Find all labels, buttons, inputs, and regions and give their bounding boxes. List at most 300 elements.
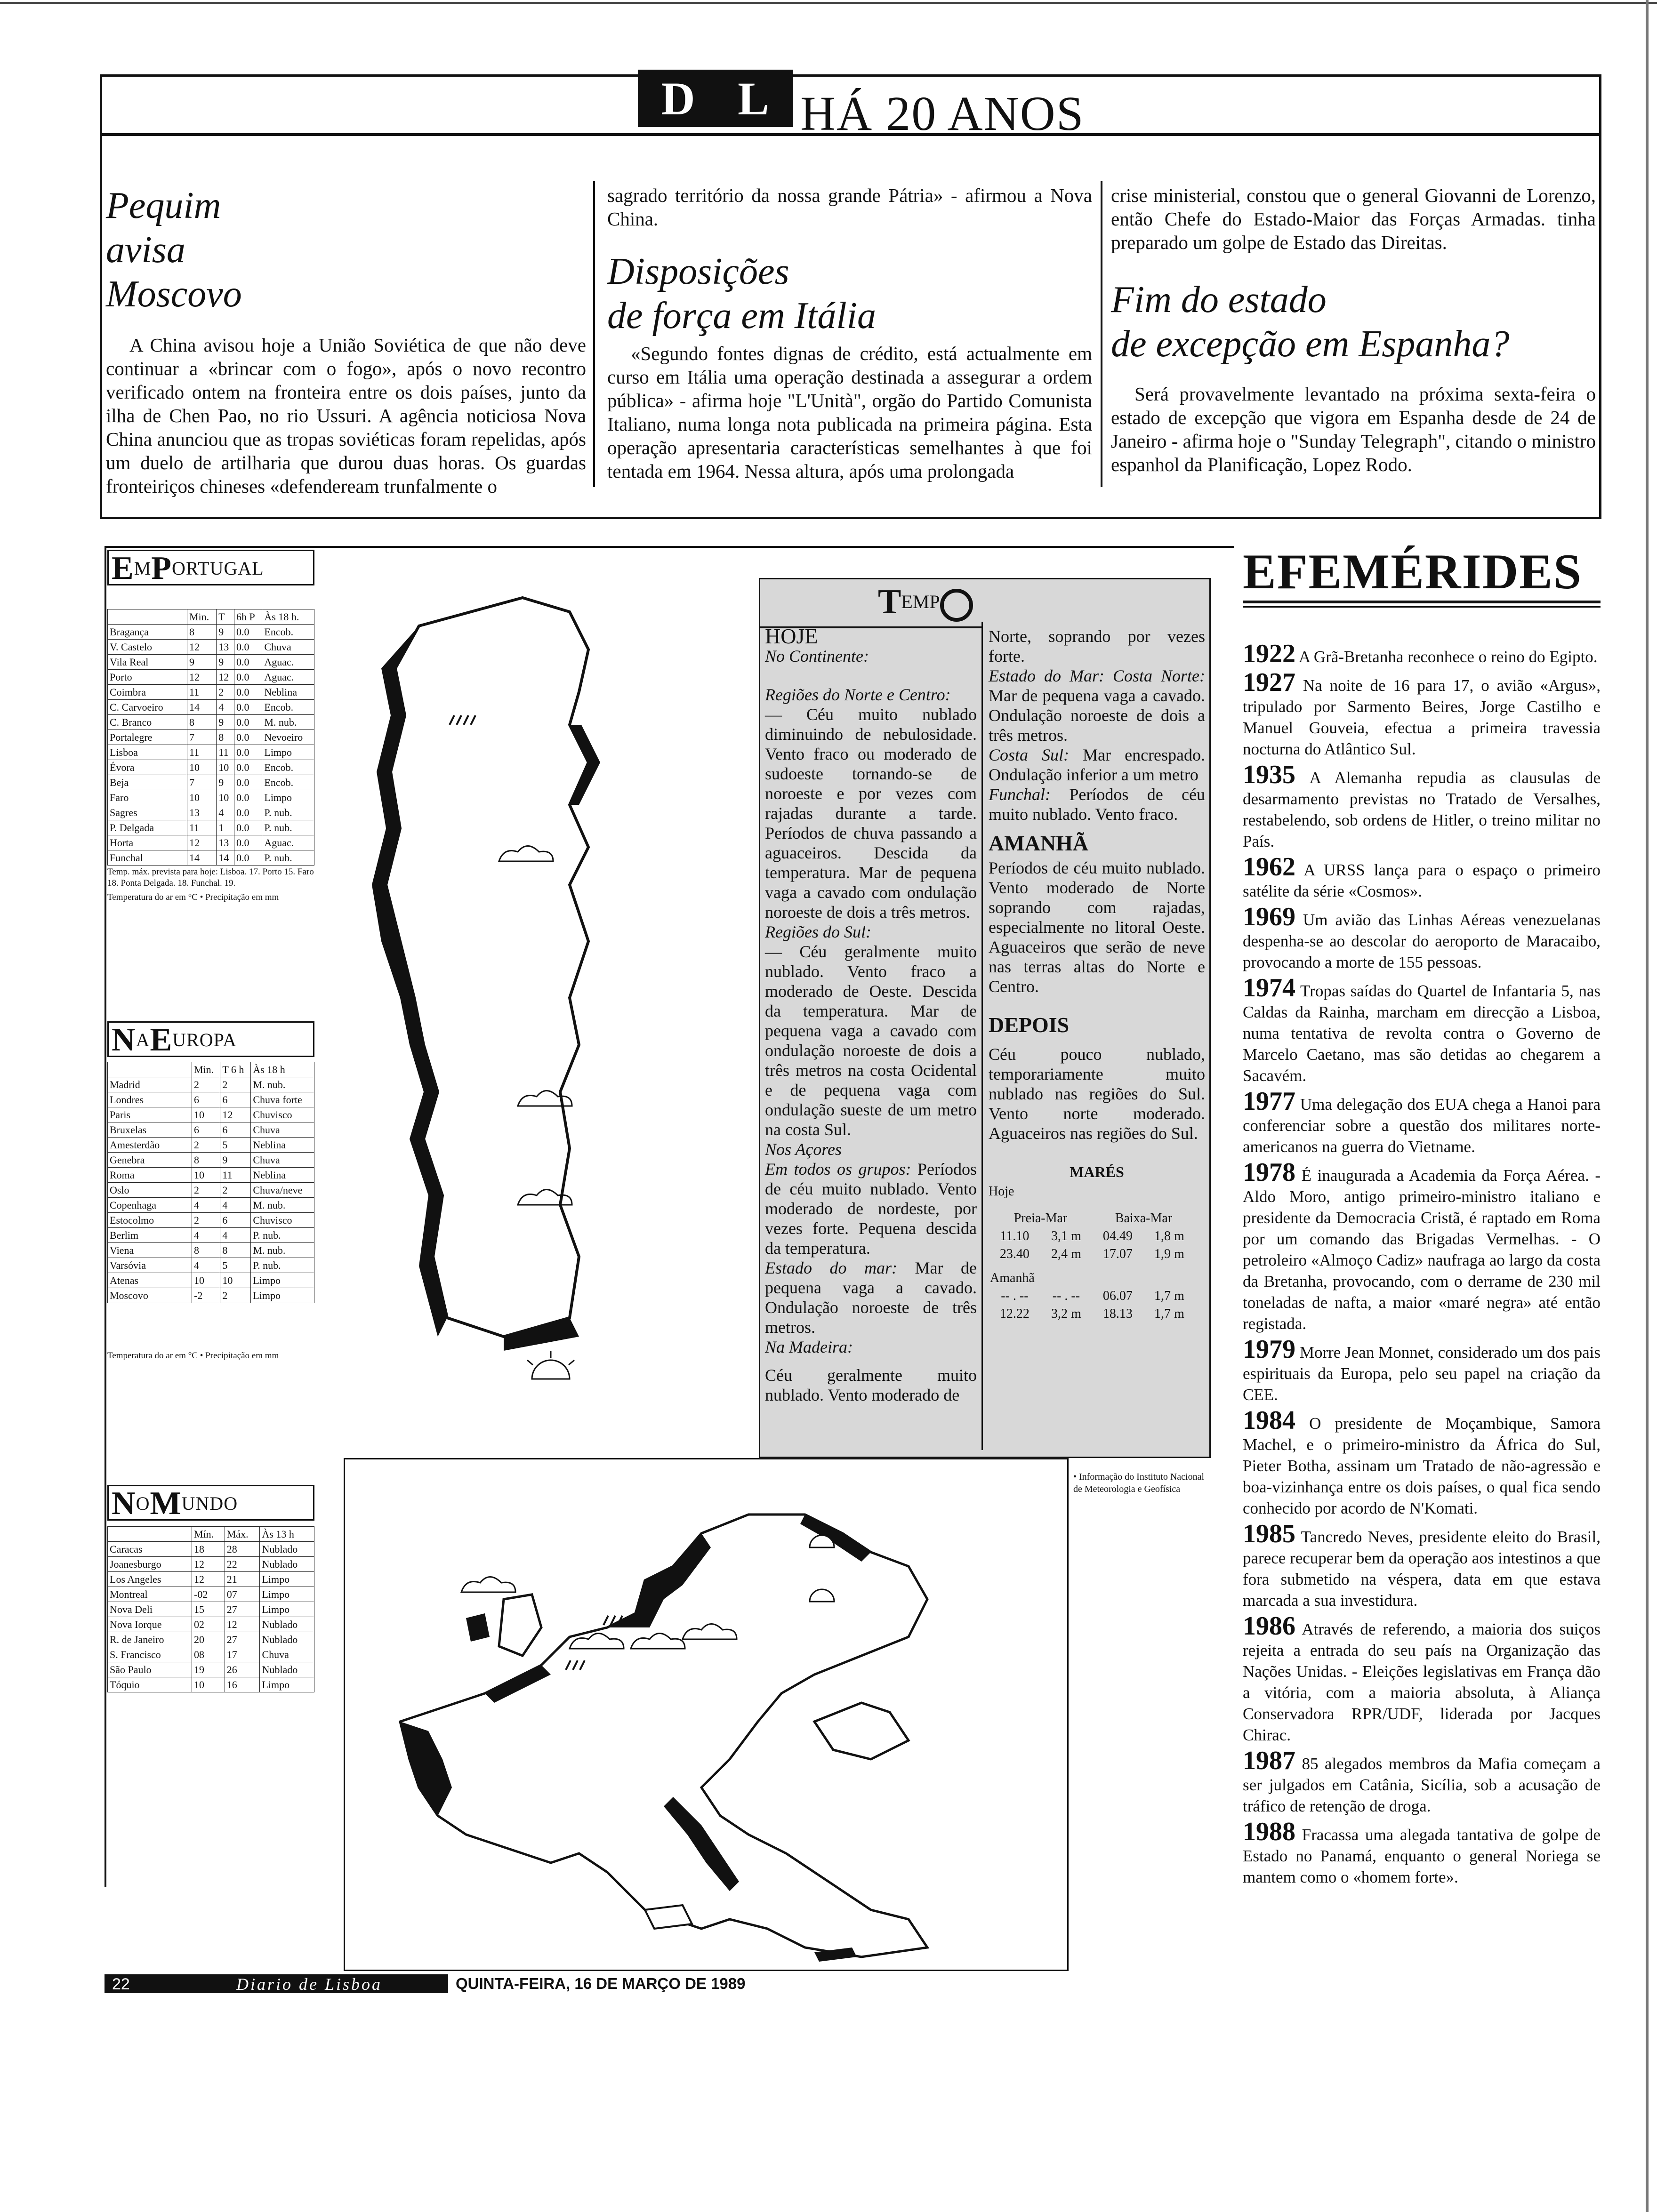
table-cell: 8 xyxy=(217,730,234,745)
table-cell: Limpo xyxy=(260,1602,314,1617)
table-cell: M. nub. xyxy=(251,1198,314,1213)
table-cell: 9 xyxy=(217,655,234,670)
europe-map xyxy=(344,1458,1069,1971)
table-cell: Roma xyxy=(108,1168,192,1183)
table-cell: Neblina xyxy=(251,1138,314,1153)
table-cell: Nublado xyxy=(260,1542,314,1557)
article-body: Será provavelmente levantado na próxima sexta-feira o estado de excepção que vigora em Espanha desde de 24 de Janeiro - afirma hoje o "Sunday Telegraph", citando o ministro espanhol da Planificação, Lopez Rodo. xyxy=(1111,383,1596,475)
table-cell: -02 xyxy=(192,1587,225,1602)
article-pequim xyxy=(106,184,586,498)
table-cell: 10 xyxy=(192,1273,220,1288)
efemeride-year: 1988 xyxy=(1243,1817,1295,1846)
table-cell: C. Carvoeiro xyxy=(108,700,187,715)
header-cell: 6h P xyxy=(234,609,262,625)
table-cell: 11 xyxy=(217,745,234,760)
forecast-text: Períodos de céu muito nublado. Vento moderado de Norte soprando com rajadas, especialmente no litoral Oeste. Aguaceiros que serão de neve nas terras altas do Norte e Centro. xyxy=(989,858,1205,996)
table-row xyxy=(108,715,314,730)
table-cell: Neblina xyxy=(262,685,314,700)
table-cell: 2 xyxy=(220,1077,251,1092)
table-cell: São Paulo xyxy=(108,1662,192,1677)
forecast-text: Céu geralmente muito nublado. Vento moderado de xyxy=(765,1366,977,1404)
table-cell: Coimbra xyxy=(108,685,187,700)
table-cell: Encob. xyxy=(262,775,314,790)
table-row xyxy=(108,700,314,715)
table-cell: C. Branco xyxy=(108,715,187,730)
table-cell: 27 xyxy=(225,1632,260,1647)
table-cell: 0.0 xyxy=(234,715,262,730)
table-header-row xyxy=(108,609,314,625)
article-espanha xyxy=(1111,184,1596,476)
table-cell: Chuva forte xyxy=(251,1092,314,1107)
title-letter: ORTUGAL xyxy=(172,558,264,579)
table-cell: 12 xyxy=(187,670,217,685)
paper-name: Diario de Lisboa xyxy=(236,1975,383,1994)
forecast-text: Mar encrespado. Ondulação inferior a um metro xyxy=(989,745,1205,784)
sun-circle-icon xyxy=(940,589,973,622)
table-cell: 6 xyxy=(220,1213,251,1228)
table-cell: 9 xyxy=(220,1153,251,1168)
table-cell: Berlim xyxy=(108,1228,192,1243)
efemeride-text: 85 alegados membros da Mafia começam a ser julgados em Catânia, Sicília, sob a acusação de tráfico de retenção de droga. xyxy=(1243,1755,1601,1815)
table-cell: Copenhaga xyxy=(108,1198,192,1213)
tempo-source: • Informação do Instituto Nacional de Meteorologia e Geofísica xyxy=(1073,1472,1205,1494)
units-note: Temperatura do ar em °C • Precipitação em mm xyxy=(107,1351,279,1361)
mares-heading: MARÉS xyxy=(1070,1163,1124,1180)
title-letter: EMP xyxy=(901,591,940,612)
table-cell: 2 xyxy=(192,1183,220,1198)
title-rule xyxy=(1243,606,1601,608)
table-row xyxy=(108,730,314,745)
table-cell: 10 xyxy=(192,1677,225,1692)
table-cell: 22 xyxy=(225,1557,260,1572)
subheading: Estado do Mar: Costa Norte: xyxy=(989,666,1205,685)
table-cell: 4 xyxy=(192,1228,220,1243)
efemeride-year: 1979 xyxy=(1243,1335,1295,1364)
mares-cell: 12.22 xyxy=(999,1306,1030,1321)
table-cell: 8 xyxy=(192,1153,220,1168)
table-cell: 12 xyxy=(217,670,234,685)
table-cell: P. nub. xyxy=(262,805,314,820)
tempo-title xyxy=(878,584,1099,620)
table-cell: 10 xyxy=(192,1107,220,1122)
table-cell: Nova Iorque xyxy=(108,1617,192,1632)
efemeride-item xyxy=(1243,854,1601,902)
table-row xyxy=(108,1138,314,1153)
subheading: Regiões do Norte e Centro: xyxy=(765,685,951,704)
table-row xyxy=(108,760,314,775)
table-cell: 12 xyxy=(225,1617,260,1632)
efemeride-year: 1987 xyxy=(1243,1746,1295,1775)
table-row xyxy=(108,1092,314,1107)
table-row xyxy=(108,1213,314,1228)
header-cell: Mín. xyxy=(192,1527,225,1542)
article-body: «Segundo fontes dignas de crédito, está actualmente em curso em Itália uma operação destinada a assegurar a ordem pública» - afirma hoje "L'Unità", orgão do Partido Comunista Italiano, numa longa nota publicada na primeira página. Esta operação apresentaria características semelhantes à que foi tentada em 1964. Nessa altura, após uma prolongada xyxy=(607,343,1092,482)
title-rule xyxy=(1243,601,1601,603)
table-cell: 5 xyxy=(220,1258,251,1273)
section-title: HÁ 20 ANOS xyxy=(800,87,1085,141)
table-cell: 11 xyxy=(187,820,217,835)
table-cell: 26 xyxy=(225,1662,260,1677)
mares-amanha-label: Amanhã xyxy=(990,1271,1035,1285)
efemeride-year: 1927 xyxy=(1243,668,1295,697)
table-cell: Porto xyxy=(108,670,187,685)
table-cell: 8 xyxy=(187,715,217,730)
headline-line: Pequim xyxy=(106,185,221,226)
efemeride-text: Tropas saídas do Quartel de Infantaria 5, nas Caldas da Rainha, marcham em direcção a Lisboa, numa tentativa de revolta contra o Governo de Marcelo Caetano, mas são detidas ao chegarem a Sacavém. xyxy=(1243,982,1601,1085)
table-row xyxy=(108,835,314,850)
efemeride-year: 1962 xyxy=(1243,852,1295,882)
tempo-panel xyxy=(759,578,1211,1458)
table-row xyxy=(108,1228,314,1243)
table-cell: Horta xyxy=(108,835,187,850)
header-cell: Min. xyxy=(187,609,217,625)
title-letter: M xyxy=(134,558,152,579)
mares-cell: 23.40 xyxy=(999,1247,1030,1261)
title-letter: UNDO xyxy=(181,1493,238,1514)
table-cell: 2 xyxy=(192,1077,220,1092)
mares-cell: 1,9 m xyxy=(1154,1247,1184,1261)
table-row xyxy=(108,1557,314,1572)
table-cell: 2 xyxy=(220,1288,251,1303)
table-cell: Chuva xyxy=(260,1647,314,1662)
table-row xyxy=(108,1153,314,1168)
table-row xyxy=(108,790,314,805)
table-cell: 9 xyxy=(217,775,234,790)
table-row xyxy=(108,820,314,835)
na-europa-title xyxy=(107,1021,314,1057)
table-row xyxy=(108,805,314,820)
efemeride-year: 1978 xyxy=(1243,1158,1295,1187)
weather-left-rule xyxy=(105,546,106,1887)
title-letter: E xyxy=(112,550,134,585)
table-cell: 10 xyxy=(217,790,234,805)
table-cell: 12 xyxy=(192,1557,225,1572)
subheading: Costa Sul: xyxy=(989,745,1070,764)
table-cell: Portalegre xyxy=(108,730,187,745)
table-cell: 0.0 xyxy=(234,835,262,850)
table-cell: Oslo xyxy=(108,1183,192,1198)
title-letter: O xyxy=(136,1493,150,1514)
depois-heading: DEPOIS xyxy=(989,1013,1070,1037)
forecast-text: — Céu muito nublado diminuindo de nebulosidade. Vento fraco ou moderado de sudoeste tornando-se de noroeste e por vezes com rajadas durante a tarde. Períodos de chuva passando a aguaceiros. Descida da temperatura. Mar de pequena vaga a cavado com ondulação noroeste de dois a três metros. xyxy=(765,705,977,922)
table-cell: 0.0 xyxy=(234,655,262,670)
table-row xyxy=(108,1662,314,1677)
header-cell: Às 18 h. xyxy=(262,609,314,625)
table-cell: 6 xyxy=(220,1122,251,1138)
article-headline xyxy=(106,184,586,316)
table-cell: 0.0 xyxy=(234,790,262,805)
table-cell: 15 xyxy=(192,1602,225,1617)
title-letter: M xyxy=(150,1485,182,1521)
table-row xyxy=(108,1122,314,1138)
table-cell: 7 xyxy=(187,775,217,790)
table-row xyxy=(108,670,314,685)
mares-cell: 3,1 m xyxy=(1051,1229,1081,1243)
mares-cell: 3,2 m xyxy=(1051,1306,1081,1321)
mares-col-header: Baixa-Mar xyxy=(1115,1211,1173,1226)
column-rule xyxy=(593,181,595,487)
article-headline xyxy=(607,249,1092,338)
portugal-table xyxy=(107,609,314,866)
forecast-text: Céu pouco nublado, temporariamente muito nublado nas regiões do Sul. Vento norte moderado. Aguaceiros nas regiões do Sul. xyxy=(989,1045,1205,1143)
table-cell: 2 xyxy=(192,1213,220,1228)
header-cell: Às 13 h xyxy=(260,1527,314,1542)
efemeride-item xyxy=(1243,1159,1601,1334)
mares-cell: -- . -- xyxy=(1052,1289,1080,1303)
efemeride-text: Um avião das Linhas Aéreas venezuelanas despenha-se ao descolar do aeroporto de Maracaibo, provocando a morte de 155 pessoas. xyxy=(1243,911,1601,971)
table-cell: Bruxelas xyxy=(108,1122,192,1138)
table-cell: Lisboa xyxy=(108,745,187,760)
table-cell: Bragança xyxy=(108,625,187,640)
table-cell: 5 xyxy=(220,1138,251,1153)
efemeride-item xyxy=(1243,1747,1601,1817)
em-portugal-panel xyxy=(107,550,314,903)
table-row xyxy=(108,625,314,640)
table-cell: 6 xyxy=(192,1092,220,1107)
table-cell: Amesterdão xyxy=(108,1138,192,1153)
table-cell: 0.0 xyxy=(234,775,262,790)
table-cell: Encob. xyxy=(262,625,314,640)
table-cell: R. de Janeiro xyxy=(108,1632,192,1647)
table-cell: 19 xyxy=(192,1662,225,1677)
table-cell: Moscovo xyxy=(108,1288,192,1303)
tempo-col-2 xyxy=(989,626,1205,1323)
efemeride-item xyxy=(1243,904,1601,973)
table-cell: 11 xyxy=(187,745,217,760)
title-letter: P xyxy=(151,550,172,585)
table-row xyxy=(108,1183,314,1198)
table-cell: 4 xyxy=(217,805,234,820)
efemeride-year: 1986 xyxy=(1243,1611,1295,1641)
title-letter: A xyxy=(136,1029,150,1050)
article-headline xyxy=(1111,278,1596,366)
table-cell: Chuvisco xyxy=(251,1213,314,1228)
table-cell: M. nub. xyxy=(251,1077,314,1092)
table-cell: M. nub. xyxy=(262,715,314,730)
subheading: Regiões do Sul: xyxy=(765,922,871,941)
table-cell: 9 xyxy=(217,625,234,640)
table-cell: Limpo xyxy=(262,790,314,805)
efemerides-title: EFEMÉRIDES xyxy=(1243,544,1582,599)
forecast-text: Mar de pequena vaga a cavado. Ondulação noroeste de três metros. xyxy=(765,1258,977,1337)
title-letter: T xyxy=(878,583,901,621)
forecast-text: Norte, soprando por vezes forte. xyxy=(989,627,1205,665)
table-cell: Limpo xyxy=(260,1677,314,1692)
article-continuation: crise ministerial, constou que o general Giovanni de Lorenzo, então Chefe do Estado-Maior das Forças Armadas. tinha preparado um golpe de Estado das Direitas. xyxy=(1111,184,1596,253)
table-cell: Limpo xyxy=(251,1288,314,1303)
header-cell: T xyxy=(217,609,234,625)
table-cell: 14 xyxy=(187,700,217,715)
table-cell: 0.0 xyxy=(234,670,262,685)
efemeride-item xyxy=(1243,975,1601,1086)
mares-cell: -- . -- xyxy=(1001,1289,1029,1303)
table-cell: Madrid xyxy=(108,1077,192,1092)
efemeride-text: Na noite de 16 para 17, o avião «Argus», tripulado por Sarmento Beires, Jorge Castilho e Manuel Gouveia, efectua a primeira travessia nocturna do Atlântico Sul. xyxy=(1243,676,1601,758)
tempo-col-1 xyxy=(765,626,977,1405)
table-cell: 2 xyxy=(192,1138,220,1153)
article-body: A China avisou hoje a União Soviética de que não deve continuar a «brincar com o fogo», após o novo recontro verificado ontem na fronteira entre os dois países, junto da ilha de Chen Pao, no rio Ussuri. A agência noticiosa Nova China anunciou que as tropas soviéticas foram repelidas, após um duelo de artilharia que durou duas horas. Os guardas fronteiriços chineses «defendeream trunfalmente o xyxy=(106,334,586,497)
table-cell: 16 xyxy=(225,1677,260,1692)
table-row xyxy=(108,1542,314,1557)
table-cell: 07 xyxy=(225,1587,260,1602)
table-cell: 0.0 xyxy=(234,805,262,820)
table-cell: Chuva xyxy=(251,1122,314,1138)
table-cell: Limpo xyxy=(260,1587,314,1602)
table-row xyxy=(108,1168,314,1183)
mares-cell: 17.07 xyxy=(1102,1247,1133,1261)
table-cell: Aguac. xyxy=(262,835,314,850)
table-header-row xyxy=(108,1527,314,1542)
table-cell: Tóquio xyxy=(108,1677,192,1692)
table-cell: P. nub. xyxy=(251,1228,314,1243)
table-row xyxy=(108,1107,314,1122)
subheading: Na Madeira: xyxy=(765,1338,853,1356)
header-cell: Máx. xyxy=(225,1527,260,1542)
efemeride-year: 1977 xyxy=(1243,1087,1295,1116)
amanha-heading: AMANHÃ xyxy=(989,831,1089,855)
forecast-note: Temp. máx. prevista para hoje: Lisboa. 17. Porto 15. Faro 18. Ponta Delgada. 18. Funchal. 19. xyxy=(107,867,314,888)
table-row xyxy=(108,1587,314,1602)
efemeride-item xyxy=(1243,1336,1601,1405)
table-cell: Viena xyxy=(108,1243,192,1258)
table-cell: Limpo xyxy=(262,745,314,760)
table-cell: P. Delgada xyxy=(108,820,187,835)
table-row xyxy=(108,685,314,700)
table-cell: Chuva xyxy=(262,640,314,655)
table-cell: 0.0 xyxy=(234,685,262,700)
subheading: Estado do mar: xyxy=(765,1258,898,1277)
mares-cell: 1,8 m xyxy=(1154,1229,1184,1243)
table-cell: 9 xyxy=(187,655,217,670)
efemeride-item xyxy=(1243,761,1601,852)
efemeride-text: Tancredo Neves, presidente eleito do Brasil, parece recuperar bem da operação aos intestinos a que fora submetido na véspera, data em que estava marcada a sua investidura. xyxy=(1243,1528,1601,1610)
efemeride-year: 1969 xyxy=(1243,902,1295,931)
table-cell: 8 xyxy=(220,1243,251,1258)
table-cell: 4 xyxy=(192,1198,220,1213)
tempo-column-rule xyxy=(981,622,983,1450)
header-cell xyxy=(108,609,187,625)
headline-line: Moscovo xyxy=(106,273,242,315)
table-cell: 14 xyxy=(217,850,234,866)
table-cell: Atenas xyxy=(108,1273,192,1288)
mares-cell: 1,7 m xyxy=(1154,1289,1184,1303)
table-cell: 10 xyxy=(187,790,217,805)
efemeride-year: 1935 xyxy=(1243,760,1295,789)
table-cell: 10 xyxy=(217,760,234,775)
europa-table xyxy=(107,1062,314,1303)
table-cell: 0.0 xyxy=(234,625,262,640)
top-rule xyxy=(0,2,1657,4)
table-cell: 27 xyxy=(225,1602,260,1617)
article-continuation: sagrado território da nossa grande Pátria» - afirmou a Nova China. xyxy=(607,184,1092,230)
mares-col-header: Preia-Mar xyxy=(1014,1211,1068,1226)
table-cell: 4 xyxy=(217,700,234,715)
table-row xyxy=(108,1572,314,1587)
table-cell: P. nub. xyxy=(262,820,314,835)
forecast-text: Períodos de céu muito nublado. Vento moderado de nordeste, por vezes forte. Pequena descida da temperatura. xyxy=(765,1160,977,1258)
table-cell: 13 xyxy=(217,640,234,655)
efemeride-year: 1974 xyxy=(1243,973,1295,1002)
table-cell: 21 xyxy=(225,1572,260,1587)
table-row xyxy=(108,1198,314,1213)
headline-line: Disposições xyxy=(607,251,789,292)
title-letter: N xyxy=(112,1485,136,1521)
efemeride-text: Através de referendo, a maioria dos suiços rejeita a entrada do seu país na Organização das Nações Unidas. - Eleições legislativas em França dão a vitória, com a maioria absoluta, à Aliança Conservadora RPR/UDF, liderada por Jacques Chirac. xyxy=(1243,1620,1601,1744)
em-portugal-title xyxy=(107,550,314,585)
table-cell: 8 xyxy=(187,625,217,640)
table-cell: 0.0 xyxy=(234,730,262,745)
table-cell: 11 xyxy=(220,1168,251,1183)
table-cell: 0.0 xyxy=(234,820,262,835)
mares-cell: 06.07 xyxy=(1102,1289,1133,1303)
table-cell: 12 xyxy=(187,640,217,655)
units-note: Temperatura do ar em °C • Precipitação em mm xyxy=(107,892,279,902)
table-cell: 0.0 xyxy=(234,745,262,760)
efemeride-text: Fracassa uma alegada tantativa de golpe de Estado no Panamá, enquanto o general Noriega se mantem como o «homem forte». xyxy=(1243,1826,1601,1886)
table-cell: Joanesburgo xyxy=(108,1557,192,1572)
mares-cell: 2,4 m xyxy=(1051,1247,1081,1261)
table-cell: Évora xyxy=(108,760,187,775)
table-row xyxy=(108,1288,314,1303)
efemeride-item xyxy=(1243,1819,1601,1888)
subheading: Nos Açores xyxy=(765,1140,842,1159)
table-cell: S. Francisco xyxy=(108,1647,192,1662)
table-row xyxy=(108,1273,314,1288)
efemeride-text: Uma delegação dos EUA chega a Hanoi para conferenciar sobre a questão dos militares norte-americanos na guerra do Vietname. xyxy=(1243,1095,1601,1156)
table-cell: 7 xyxy=(187,730,217,745)
table-cell: 12 xyxy=(220,1107,251,1122)
table-cell: 18 xyxy=(192,1542,225,1557)
table-cell: 4 xyxy=(192,1258,220,1273)
headline-line: de excepção em Espanha? xyxy=(1111,323,1510,365)
table-cell: Limpo xyxy=(251,1273,314,1288)
header-cell: T 6 h xyxy=(220,1062,251,1077)
table-cell: P. nub. xyxy=(262,850,314,866)
table-cell: 4 xyxy=(220,1228,251,1243)
table-cell: 2 xyxy=(217,685,234,700)
table-cell: 0.0 xyxy=(234,760,262,775)
efemeride-item xyxy=(1243,1613,1601,1746)
table-row xyxy=(108,775,314,790)
table-cell: Encob. xyxy=(262,700,314,715)
table-cell: Aguac. xyxy=(262,670,314,685)
table-cell: 0.0 xyxy=(234,640,262,655)
efemeride-text: A URSS lança para o espaço o primeiro satélite da série «Cosmos». xyxy=(1243,861,1601,900)
forecast-text: Períodos de céu muito nublado. Vento fraco. xyxy=(989,785,1206,824)
table-cell: 4 xyxy=(220,1198,251,1213)
mares-hoje-label: Hoje xyxy=(989,1184,1014,1199)
no-mundo-title xyxy=(107,1485,314,1521)
efemeride-item xyxy=(1243,1521,1601,1611)
table-cell: 02 xyxy=(192,1617,225,1632)
efemerides-panel xyxy=(1243,546,1601,1890)
title-letter: N xyxy=(112,1022,136,1057)
table-cell: 2 xyxy=(220,1183,251,1198)
table-row xyxy=(108,1617,314,1632)
table-cell: Nublado xyxy=(260,1617,314,1632)
efemeride-item xyxy=(1243,669,1601,760)
table-cell: Varsóvia xyxy=(108,1258,192,1273)
table-cell: Caracas xyxy=(108,1542,192,1557)
table-cell: V. Castelo xyxy=(108,640,187,655)
table-row xyxy=(108,745,314,760)
article-italia xyxy=(607,184,1092,483)
efemeride-text: A Grã-Bretanha reconhece o reino do Egipto. xyxy=(1298,648,1598,666)
mares-cell: 04.49 xyxy=(1102,1229,1133,1243)
page-number: 22 xyxy=(112,1975,130,1993)
portugal-map xyxy=(325,584,748,1431)
table-cell: Nevoeiro xyxy=(262,730,314,745)
